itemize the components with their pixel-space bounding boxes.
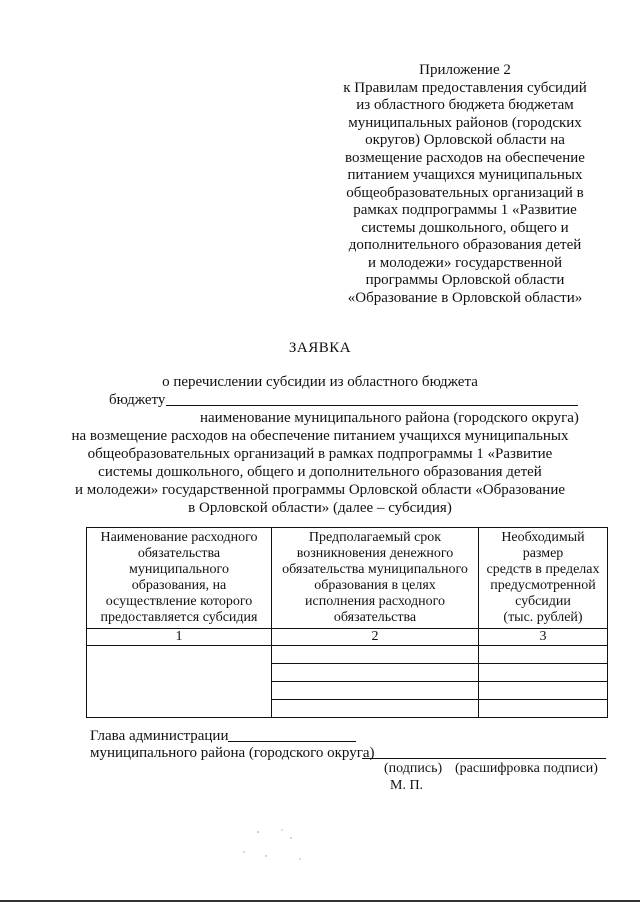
district-label: муниципального района (городского округа): [90, 745, 375, 761]
table-cell: [272, 700, 479, 718]
intro-line: на возмещение расходов на обеспечение питанием учащихся муниципальных: [71, 428, 569, 444]
stamp-label: М. П.: [390, 778, 424, 793]
table-cell: [272, 664, 479, 682]
table-row: [87, 646, 608, 664]
header-text: обязательства муниципального: [282, 562, 468, 577]
table-header-cell: [87, 528, 272, 629]
header-text: образования, на: [131, 578, 227, 593]
table-cell: [479, 682, 608, 700]
column-number: 2: [272, 629, 479, 646]
table-cell: [479, 664, 608, 682]
signature-blank-line: [362, 758, 606, 759]
table-cell: [272, 682, 479, 700]
table-header-cell: [479, 528, 608, 629]
decoding-caption: (расшифровка подписи): [455, 761, 598, 776]
header-text: обязательства: [333, 610, 417, 625]
head-blank-line: [228, 741, 356, 742]
appendix-line: дополнительного образования детей: [348, 237, 582, 253]
header-text: средств в пределах: [486, 562, 600, 577]
appendix-line: программы Орловской области: [365, 272, 565, 288]
appendix-line: муниципальных районов (городских: [348, 114, 582, 131]
appendix-line: округов) Орловской области на: [365, 132, 565, 148]
header-text: осуществление которого: [105, 594, 253, 609]
appendix-line: рамках подпрограммы 1 «Развитие: [353, 202, 577, 218]
intro-line: о перечислении субсидии из областного бюджета: [162, 374, 478, 390]
appendix-line: системы дошкольного, общего и: [361, 219, 569, 236]
table-cell: [87, 646, 272, 718]
budget-label: бюджету: [109, 392, 166, 408]
header-text: Необходимый размер: [501, 530, 585, 561]
header-text: муниципального: [129, 562, 229, 577]
header-text: субсидии: [515, 594, 571, 609]
header-text: образования в целях: [314, 578, 436, 593]
scan-bottom-edge: [0, 900, 640, 902]
column-number: 1: [87, 629, 272, 646]
table-number-row: [87, 629, 608, 646]
budget-caption: наименование муниципального района (городского округа): [200, 410, 579, 426]
intro-line: и молодежи» государственной программы Орловской области «Образование: [74, 482, 566, 498]
appendix-line: к Правилам предоставления субсидий: [343, 79, 587, 96]
appendix-header: [330, 62, 600, 307]
appendix-line: Приложение 2: [419, 62, 511, 78]
signature-caption: (подпись): [384, 761, 443, 776]
header-text: обязательства: [137, 546, 221, 561]
column-number: 3: [479, 629, 608, 646]
table-header-row: [87, 528, 608, 629]
head-label: Глава администрации: [90, 728, 229, 744]
budget-blank-line: [166, 405, 578, 406]
table-cell: [272, 646, 479, 664]
table-header-cell: [272, 528, 479, 629]
header-text: (тыс. рублей): [503, 610, 583, 625]
intro-line: общеобразовательных организаций в рамках подпрограммы 1 «Развитие: [87, 446, 553, 462]
header-text: предоставляется субсидия: [100, 610, 258, 625]
request-table: [86, 527, 608, 718]
appendix-line: возмещение расходов на обеспечение: [345, 149, 585, 166]
appendix-line: «Образование в Орловской области»: [347, 289, 583, 306]
header-text: исполнения расходного: [305, 594, 445, 609]
table-cell: [479, 646, 608, 664]
appendix-line: общеобразовательных организаций в: [346, 184, 584, 201]
appendix-line: питанием учащихся муниципальных: [347, 167, 583, 183]
header-text: предусмотренной: [490, 578, 596, 593]
header-text: Предполагаемый срок: [308, 530, 442, 545]
scan-specks: [230, 826, 320, 866]
header-text: Наименование расходного: [100, 530, 258, 545]
appendix-line: из областного бюджета бюджетам: [356, 97, 574, 113]
appendix-line: и молодежи» государственной: [368, 254, 562, 271]
document-title: ЗАЯВКА: [288, 340, 352, 356]
intro-line: в Орловской области» (далее – субсидия): [188, 500, 452, 516]
header-text: возникновения денежного: [296, 546, 454, 561]
table-cell: [479, 700, 608, 718]
intro-line: системы дошкольного, общего и дополнительного образования детей: [98, 464, 542, 480]
